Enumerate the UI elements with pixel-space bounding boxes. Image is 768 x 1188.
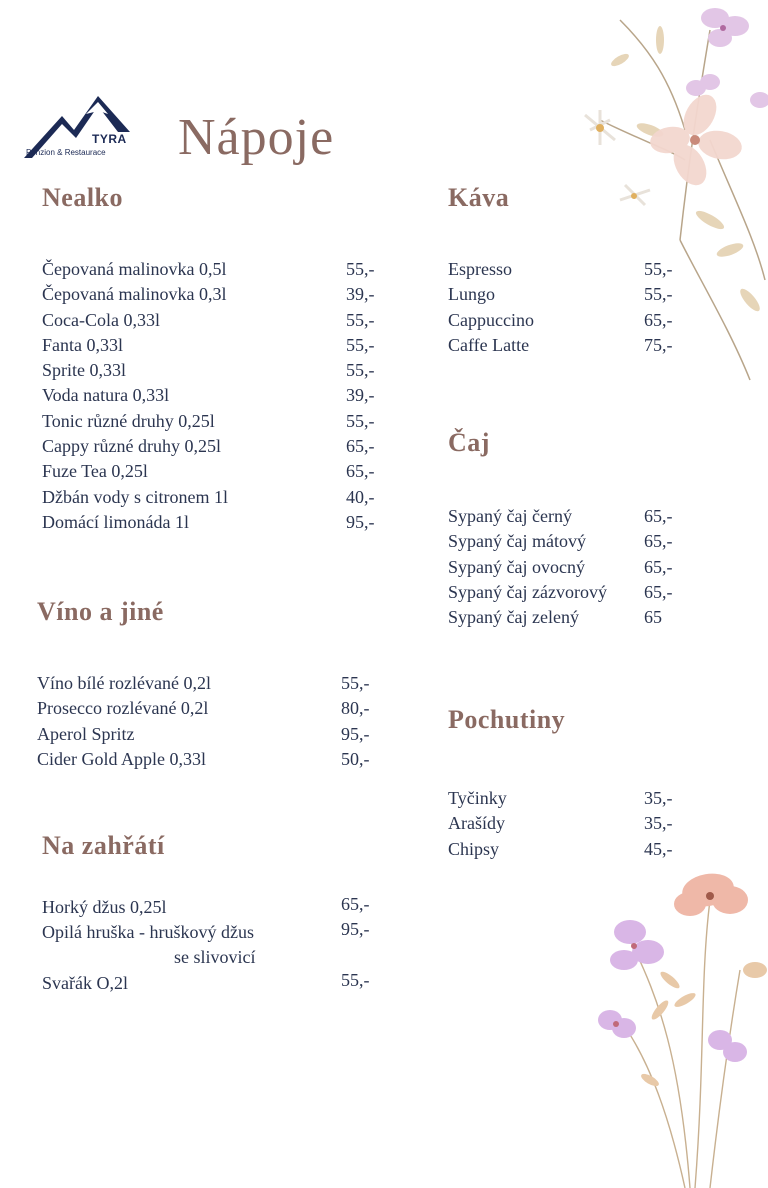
item-name: Opilá hruška - hruškový džus bbox=[42, 922, 254, 943]
section-title-zahrati: Na zahřátí bbox=[42, 831, 165, 860]
section-title-caj: Čaj bbox=[448, 428, 490, 457]
item-name: Svařák O,2l bbox=[42, 972, 128, 993]
item-name: Džbán vody s citronem 1l bbox=[42, 486, 228, 507]
floral-decoration-bottom-icon bbox=[590, 860, 768, 1188]
menu-item bbox=[448, 557, 688, 582]
item-price: 55,- bbox=[341, 969, 370, 990]
item-price: 35,- bbox=[644, 788, 673, 808]
item-name: Coca-Cola 0,33l bbox=[42, 309, 160, 330]
section-title-kava: Káva bbox=[448, 183, 510, 212]
menu-item bbox=[37, 698, 382, 723]
item-name: Cappuccino bbox=[448, 309, 534, 330]
item-price: 55,- bbox=[644, 284, 673, 305]
item-price: 95,- bbox=[346, 511, 375, 532]
item-name: Cappy různé druhy 0,25l bbox=[42, 436, 221, 457]
item-price: 65,- bbox=[644, 531, 673, 552]
item-name: Espresso bbox=[448, 259, 512, 279]
menu-item bbox=[37, 749, 382, 774]
item-price: 65,- bbox=[346, 461, 375, 482]
menu-item bbox=[42, 284, 387, 309]
menu-item bbox=[448, 607, 688, 632]
item-name: Sypaný čaj mátový bbox=[448, 531, 586, 552]
section-title-vino: Víno a jiné bbox=[37, 597, 164, 626]
item-name: Cider Gold Apple 0,33l bbox=[37, 748, 206, 769]
item-name: Fanta 0,33l bbox=[42, 334, 123, 355]
item-price: 50,- bbox=[341, 748, 370, 769]
item-price: 55,- bbox=[341, 673, 370, 693]
item-name: Čepovaná malinovka 0,5l bbox=[42, 259, 227, 279]
menu-item bbox=[37, 724, 382, 749]
menu-item bbox=[448, 788, 688, 813]
logo bbox=[22, 92, 134, 162]
item-price: 65,- bbox=[644, 581, 673, 602]
item-name: Prosecco rozlévané 0,2l bbox=[37, 698, 209, 719]
section-title-pochutiny: Pochutiny bbox=[448, 705, 566, 734]
item-name: Voda natura 0,33l bbox=[42, 385, 170, 406]
item-price: 55,- bbox=[346, 410, 375, 431]
logo-subtitle: Penzion & Restaurace bbox=[26, 148, 106, 157]
item-price: 75,- bbox=[644, 334, 673, 355]
menu-item bbox=[42, 335, 387, 360]
item-price: 35,- bbox=[644, 813, 673, 834]
item-price: 65,- bbox=[644, 556, 673, 577]
item-name: Fuze Tea 0,25l bbox=[42, 461, 148, 482]
item-price: 39,- bbox=[346, 284, 375, 305]
item-price: 39,- bbox=[346, 385, 375, 406]
item-name: Domácí limonáda 1l bbox=[42, 511, 189, 532]
nealko-list bbox=[42, 259, 387, 537]
menu-item bbox=[42, 411, 387, 436]
menu-item bbox=[42, 487, 387, 512]
item-price: 65,- bbox=[644, 309, 673, 330]
item-price: 55,- bbox=[346, 259, 375, 279]
menu-item bbox=[42, 360, 387, 385]
item-name: Sypaný čaj zázvorový bbox=[448, 581, 607, 602]
item-name: Víno bílé rozlévané 0,2l bbox=[37, 673, 211, 693]
item-name: Horký džus 0,25l bbox=[42, 897, 167, 917]
item-name: Arašídy bbox=[448, 813, 505, 834]
item-name: Chipsy bbox=[448, 838, 500, 859]
item-price: 55,- bbox=[346, 360, 375, 381]
menu-item bbox=[42, 385, 387, 410]
caj-list bbox=[448, 506, 688, 632]
item-price: 95,- bbox=[341, 919, 370, 940]
menu-item bbox=[448, 582, 688, 607]
item-name: Tonic různé druhy 0,25l bbox=[42, 410, 215, 431]
menu-item bbox=[448, 813, 688, 838]
item-name: Sypaný čaj černý bbox=[448, 506, 572, 526]
floral-decoration-top-icon bbox=[560, 0, 768, 400]
item-price: 45,- bbox=[644, 838, 673, 859]
logo-name: TYRA bbox=[92, 132, 127, 146]
menu-item bbox=[42, 969, 387, 998]
item-price: 65,- bbox=[644, 506, 673, 526]
pochutiny-list bbox=[448, 788, 688, 864]
menu-item bbox=[42, 894, 387, 922]
item-name: Sypaný čaj ovocný bbox=[448, 556, 585, 577]
item-name: Lungo bbox=[448, 284, 495, 305]
item-name: Sypaný čaj zelený bbox=[448, 607, 579, 628]
section-title-nealko: Nealko bbox=[42, 183, 123, 212]
menu-item bbox=[42, 436, 387, 461]
zahrati-list bbox=[42, 894, 387, 998]
item-name: Sprite 0,33l bbox=[42, 360, 126, 381]
menu-item bbox=[42, 512, 387, 537]
item-price: 65,- bbox=[346, 436, 375, 457]
item-price: 55,- bbox=[346, 309, 375, 330]
vino-list bbox=[37, 673, 382, 774]
item-price: 80,- bbox=[341, 698, 370, 719]
menu-item bbox=[42, 461, 387, 486]
item-subtitle: se slivovicí bbox=[174, 947, 256, 968]
menu-item bbox=[42, 259, 387, 284]
menu-item bbox=[448, 531, 688, 556]
menu-item bbox=[42, 919, 387, 973]
item-price: 55,- bbox=[346, 334, 375, 355]
menu-item bbox=[42, 310, 387, 335]
item-price: 95,- bbox=[341, 723, 370, 744]
item-name: Caffe Latte bbox=[448, 334, 530, 355]
item-price: 65,- bbox=[341, 894, 370, 914]
item-name: Tyčinky bbox=[448, 788, 507, 808]
item-price: 55,- bbox=[644, 259, 673, 279]
item-name: Čepovaná malinovka 0,3l bbox=[42, 284, 227, 305]
menu-item bbox=[37, 673, 382, 698]
item-name: Aperol Spritz bbox=[37, 723, 135, 744]
item-price: 40,- bbox=[346, 486, 375, 507]
menu-item bbox=[448, 506, 688, 531]
item-price: 65 bbox=[644, 607, 662, 628]
page-title: Nápoje bbox=[178, 109, 335, 166]
